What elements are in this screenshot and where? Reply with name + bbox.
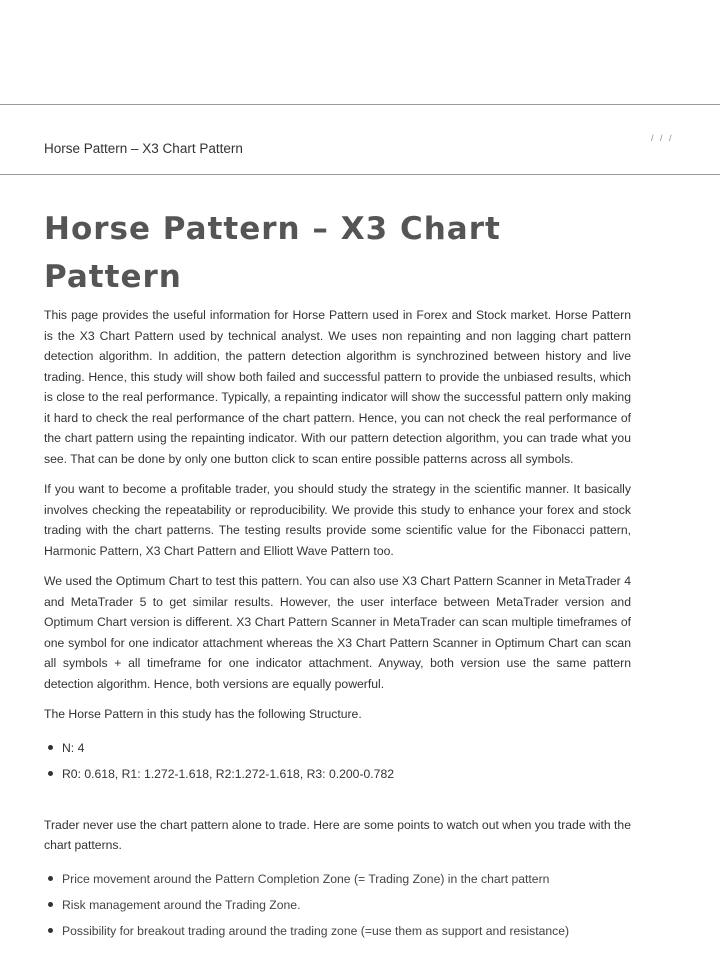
breadcrumb[interactable]: / / / (651, 133, 674, 143)
paragraph-optimum-chart: We used the Optimum Chart to test this pattern. You can also use X3 Chart Pattern Scanner in MetaTrader 4 and MetaTrader 5 to get similar results. However, the user interface between MetaTrader version and Optimum Chart version is different. X3 Chart Pattern Scanner in MetaTrader can scan multiple timeframes of one symbol for one indicator attachment whereas the X3 Chart Pattern Scanner in Optimum Chart can scan all symbols + all timeframe for one indicator attachment. Anyway, both version use the same pattern detection algorithm. Hence, both versions are equally powerful. (44, 574, 631, 691)
bullet-icon (48, 928, 53, 933)
page-title: Horse Pattern – X3 Chart Pattern (44, 211, 501, 295)
list-item: Price movement around the Pattern Completion Zone (= Trading Zone) in the chart pattern (62, 866, 631, 892)
bullet-icon (48, 771, 53, 776)
paragraph-tips-intro: Trader never use the chart pattern alone to trade. Here are some points to watch out when you trade with the chart patterns. (44, 817, 631, 852)
header-title: Horse Pattern – X3 Chart Pattern (44, 141, 243, 156)
list-item: N: 4 (62, 735, 631, 761)
list-item: R0: 0.618, R1: 1.272-1.618, R2:1.272-1.618, R3: 0.200-0.782 (62, 761, 631, 787)
list-item: Possibility for breakout trading around the trading zone (=use them as support and resistance) (62, 918, 631, 944)
tips-list (44, 866, 631, 944)
top-bar (0, 0, 720, 105)
bullet-icon (48, 745, 53, 750)
bullet-icon (48, 876, 53, 881)
paragraph-scientific: If you want to become a profitable trader, you should study the strategy in the scientific manner. It basically involves checking the repeatability or reproducibility. We provide this study to enhance your forex and stock trading with the chart patterns. The testing results provide some scientific value for the Fibonacci pattern, Harmonic Pattern, X3 Chart Pattern and Elliott Wave Pattern too. (44, 482, 631, 558)
article (44, 205, 631, 958)
page-header (0, 105, 720, 175)
bullet-icon (48, 902, 53, 907)
paragraph-intro: This page provides the useful information for Horse Pattern used in Forex and Stock market. Horse Pattern is the X3 Chart Pattern used by technical analyst. We uses non repainting and non lagging chart pattern detection algorithm. In addition, the pattern detection algorithm is synchrozined between history and live trading. Hence, this study will show both failed and successful pattern to provide the unbiased results, which is close to the real performance. Typically, a repainting indicator will show the successful pattern only making it hard to check the real performance of the chart pattern. Hence, you can not check the real performance of the chart pattern using the repainting indicator. With our pattern detection algorithm, you can trade what you see. That can be done by only one button click to scan entire possible patterns across all symbols. (44, 308, 631, 466)
paragraph-structure-intro: The Horse Pattern in this study has the following Structure. (44, 707, 362, 721)
structure-list (44, 735, 631, 787)
list-item: Risk management around the Trading Zone. (62, 892, 631, 918)
